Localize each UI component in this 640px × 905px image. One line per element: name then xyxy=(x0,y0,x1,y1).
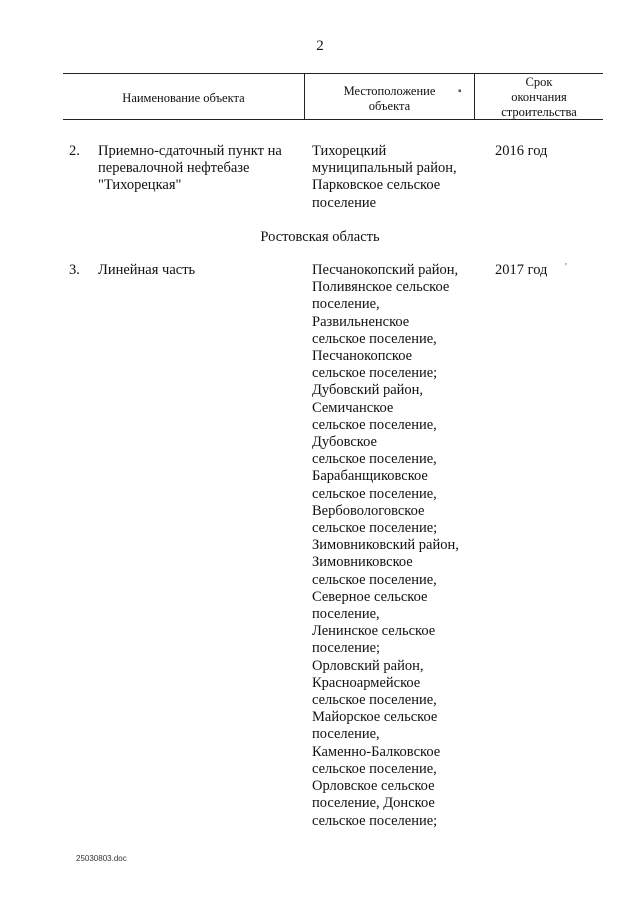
row-deadline: 2017 год xyxy=(495,262,548,278)
row-location-line: Зимовниковский район, xyxy=(312,537,459,554)
row-name-line: Приемно-сдаточный пункт на xyxy=(98,143,282,159)
row-location-line: Парковское сельское xyxy=(312,177,441,194)
row-location-line: Орловское сельское xyxy=(312,778,435,795)
column-header-deadline-line: строительства xyxy=(501,105,577,119)
row-location-line: Вербовологовское xyxy=(312,502,425,519)
row-location-line: сельское поселение, xyxy=(312,760,437,777)
row-location-line: поселение; xyxy=(312,640,381,657)
row-location-line: Песчанокопский район, xyxy=(312,262,459,278)
row-location-line: поселение, xyxy=(312,726,380,743)
row-location-line: Дубовское xyxy=(312,434,377,451)
row-location-line: сельское поселение; xyxy=(312,365,438,382)
row-location xyxy=(312,262,459,830)
row-name-line: "Тихорецкая" xyxy=(98,177,182,194)
row-number: 2. xyxy=(69,143,80,159)
page-number: 2 xyxy=(316,38,324,54)
row-location-line: Развильненское xyxy=(312,313,410,330)
column-header-deadline-line: окончания xyxy=(511,90,567,104)
row-location xyxy=(312,143,457,212)
row-location-line: Орловский район, xyxy=(312,657,424,674)
row-location-line: Майорское сельское xyxy=(312,709,438,726)
header-dot-mark: ▪ xyxy=(458,86,462,97)
row-location-line: сельское поселение, xyxy=(312,416,437,433)
row-location-line: Северное сельское xyxy=(312,588,428,605)
row-location-line: Каменно-Балковское xyxy=(312,743,441,760)
column-header-deadline-line: Срок xyxy=(525,75,553,89)
row-location-line: Поливянское сельское xyxy=(312,279,450,296)
column-header-deadline xyxy=(475,75,603,120)
row-location-line: сельское поселение; xyxy=(312,812,438,829)
column-header-location xyxy=(305,84,474,114)
row-location-line: Барабанщиковское xyxy=(312,468,428,485)
row-location-line: поселение, xyxy=(312,296,380,313)
column-header-name-label: Наименование объекта xyxy=(122,91,245,105)
row-location-line: сельское поселение, xyxy=(312,692,437,709)
column-header-name xyxy=(63,91,304,106)
row-location-line: Зимовниковское xyxy=(312,554,413,571)
row-name: Линейная часть xyxy=(98,262,196,278)
row-location-line: Тихорецкий xyxy=(312,143,387,159)
row-location-line: Семичанское xyxy=(312,399,394,416)
row-location-line: поселение, xyxy=(312,606,380,623)
row-name xyxy=(98,143,282,195)
row-name-line: перевалочной нефтебазе xyxy=(98,160,250,177)
margin-mark: ' xyxy=(565,262,567,273)
column-header-location-line: объекта xyxy=(368,99,411,113)
row-location-line: поселение xyxy=(312,194,377,211)
row-location-line: сельское поселение, xyxy=(312,571,437,588)
section-heading: Ростовская область xyxy=(260,229,380,245)
row-location-line: сельское поселение, xyxy=(312,485,437,502)
row-number: 3. xyxy=(69,262,80,278)
header-top-rule xyxy=(63,73,603,74)
row-location-line: Ленинское сельское xyxy=(312,623,436,640)
row-location-line: Песчанокопское xyxy=(312,348,413,365)
row-location-line: сельское поселение; xyxy=(312,520,438,537)
document-filename: 25030803.doc xyxy=(76,854,127,863)
row-location-line: поселение, Донское xyxy=(312,795,435,812)
row-location-line: сельское поселение, xyxy=(312,451,437,468)
row-deadline: 2016 год xyxy=(495,143,548,159)
row-location-line: сельское поселение, xyxy=(312,330,437,347)
row-location-line: муниципальный район, xyxy=(312,160,457,177)
row-location-line: Дубовский район, xyxy=(312,382,424,399)
column-header-location-line: Местоположение xyxy=(343,84,436,98)
row-location-line: Красноармейское xyxy=(312,674,421,691)
